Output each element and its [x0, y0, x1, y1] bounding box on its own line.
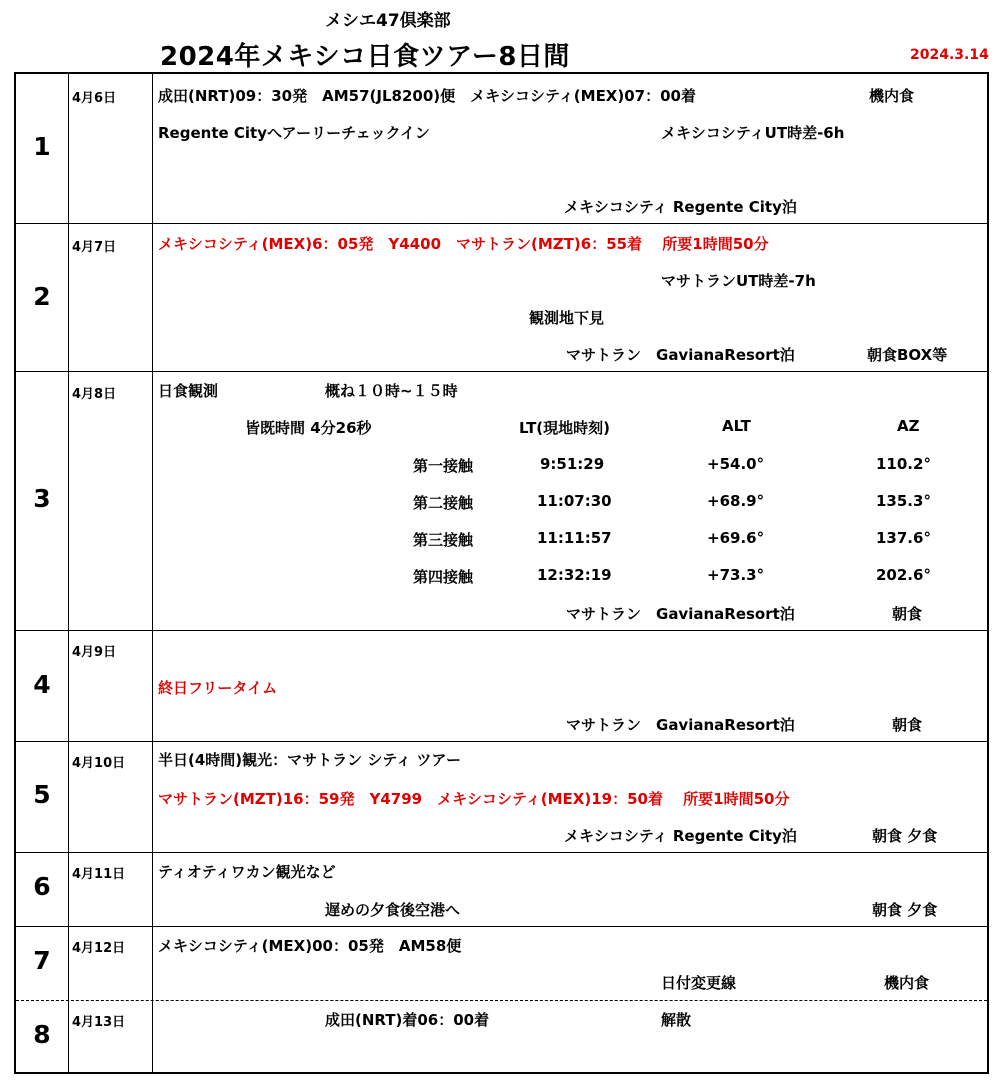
row-divider	[16, 926, 987, 927]
meal-info: 朝食BOX等	[867, 346, 948, 364]
row-divider	[16, 223, 987, 224]
schedule-line: Regente Cityへアーリーチェックイン	[158, 124, 430, 142]
issue-date: 2024.3.14	[910, 47, 989, 63]
row-divider	[16, 741, 987, 742]
day-date: 4月12日	[72, 941, 126, 956]
contact-label: 第三接触	[413, 531, 474, 549]
meal-info: 朝食 夕食	[872, 827, 938, 845]
contact-az: 135.3°	[876, 492, 931, 510]
schedule-line: 終日フリータイム	[158, 679, 278, 697]
accommodation: マサトラン GavianaResort泊	[566, 716, 795, 734]
column-header-alt: ALT	[722, 417, 751, 435]
contact-az: 202.6°	[876, 566, 931, 584]
row-divider	[16, 630, 987, 631]
contact-label: 第一接触	[413, 457, 474, 475]
schedule-line: ティオティワカン観光など	[158, 863, 336, 881]
schedule-line: 遅めの夕食後空港へ	[325, 901, 461, 919]
day-number: 3	[33, 484, 51, 513]
club-name: メシエ47倶楽部	[325, 11, 451, 31]
totality-duration: 皆既時間 4分26秒	[245, 419, 372, 437]
time-window: 概ね１０時~１５時	[325, 382, 458, 400]
day-date: 4月11日	[72, 867, 126, 882]
schedule-line: 半日(4時間)観光：マサトラン シティ ツアー	[158, 751, 461, 769]
row-divider	[16, 1000, 987, 1001]
page-title: 2024年メキシコ日食ツアー8日間	[160, 42, 570, 72]
row-divider	[16, 371, 987, 372]
contact-alt: +68.9°	[707, 492, 765, 510]
timezone-note: メキシコシティUT時差-6h	[661, 124, 845, 142]
contact-label: 第二接触	[413, 494, 474, 512]
contact-alt: +73.3°	[707, 566, 765, 584]
contact-label: 第四接触	[413, 568, 474, 586]
contact-alt: +69.6°	[707, 529, 765, 547]
schedule-line: 日食観測	[158, 382, 219, 400]
schedule-line: 解散	[661, 1011, 692, 1029]
flight-line: メキシコシティ(MEX)6：05発 Y4400 マサトラン(MZT)6：55着 所要1時間50分	[158, 235, 769, 253]
contact-lt: 11:07:30	[537, 492, 612, 510]
day-date: 4月7日	[72, 240, 117, 255]
day-date: 4月10日	[72, 756, 126, 771]
timezone-note: マサトランUT時差-7h	[661, 272, 816, 290]
column-header-az: AZ	[897, 417, 920, 435]
meal-info: 朝食	[892, 605, 923, 623]
schedule-line: 成田(NRT)09：30発 AM57(JL8200)便 メキシコシティ(MEX)07：00着	[158, 87, 696, 105]
column-header-lt: LT(現地時刻)	[519, 419, 611, 437]
contact-az: 137.6°	[876, 529, 931, 547]
row-divider	[16, 852, 987, 853]
day-number: 7	[33, 946, 51, 975]
itinerary-table	[14, 72, 989, 1074]
schedule-line: 観測地下見	[529, 309, 605, 327]
meal-info: 朝食	[892, 716, 923, 734]
flight-line: マサトラン(MZT)16：59発 Y4799 メキシコシティ(MEX)19：50着 所要1時間50分	[158, 790, 790, 808]
day-number: 6	[33, 872, 51, 901]
meal-info: 機内食	[869, 87, 915, 105]
contact-lt: 11:11:57	[537, 529, 612, 547]
accommodation: マサトラン GavianaResort泊	[566, 605, 795, 623]
day-date: 4月6日	[72, 91, 117, 106]
meal-info: 朝食 夕食	[872, 901, 938, 919]
day-date: 4月9日	[72, 645, 117, 660]
day-date: 4月8日	[72, 387, 117, 402]
day-number: 1	[33, 132, 51, 161]
contact-alt: +54.0°	[707, 455, 765, 473]
day-number: 8	[33, 1020, 51, 1049]
accommodation: メキシコシティ Regente City泊	[564, 827, 797, 845]
contact-lt: 12:32:19	[537, 566, 612, 584]
accommodation: マサトラン GavianaResort泊	[566, 346, 795, 364]
day-number: 5	[33, 780, 51, 809]
contact-az: 110.2°	[876, 455, 931, 473]
meal-info: 機内食	[884, 974, 930, 992]
day-date: 4月13日	[72, 1015, 126, 1030]
schedule-line: 日付変更線	[661, 974, 737, 992]
schedule-line: 成田(NRT)着06：00着	[325, 1011, 490, 1029]
contact-lt: 9:51:29	[540, 455, 605, 473]
flight-line: メキシコシティ(MEX)00：05発 AM58便	[158, 937, 462, 955]
day-number: 4	[33, 670, 51, 699]
accommodation: メキシコシティ Regente City泊	[564, 198, 797, 216]
day-number: 2	[33, 282, 51, 311]
